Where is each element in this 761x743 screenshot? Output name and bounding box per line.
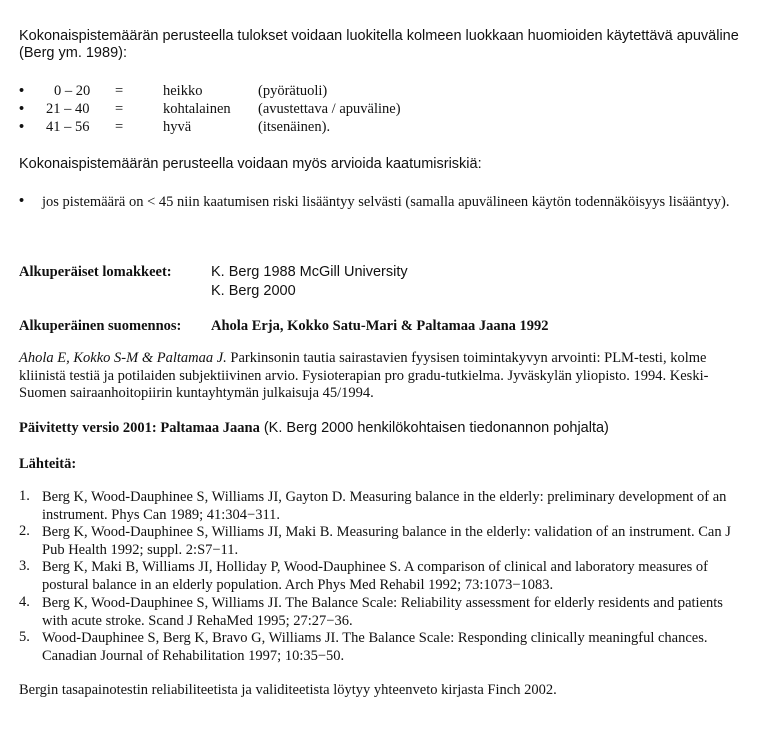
citation-authors: Ahola E, Kokko S-M & Paltamaa J. [19, 350, 227, 366]
category-description: (itsenäinen). [258, 119, 331, 135]
updated-version [19, 420, 609, 437]
original-forms-label: Alkuperäiset lomakkeet: [19, 264, 172, 280]
reference-number: 3. [19, 558, 30, 574]
category-range: 0 – 20 [54, 83, 91, 99]
list-bullet: • [19, 119, 25, 135]
category-label: heikko [163, 83, 203, 99]
reference-text: Berg K, Maki B, Williams JI, Holliday P, Wood-Dauphinee S. A comparison of clinical and laboratory measures of postural balance in an elderly population. Arch Phys Med Rehabil 1992; 73:1073−1083. [42, 559, 708, 593]
reference-number: 5. [19, 629, 30, 645]
updated-version-label: Päivitetty versio 2001: Paltamaa Jaana [19, 420, 260, 436]
intro-paragraph: Kokonaispistemäärän perusteella tulokset voidaan luokitella kolmeen luokkaan huomioiden käytettävä apuväline (Berg ym. 1989): [19, 28, 739, 61]
category-range: 41 – 56 [46, 119, 90, 135]
reference-number: 4. [19, 594, 30, 610]
original-forms-line: K. Berg 1988 McGill University [211, 264, 408, 280]
category-description: (avustettava / apuväline) [258, 101, 401, 117]
footer-note: Bergin tasapainotestin reliabiliteetista ja validiteetista löytyy yhteenveto kirjasta Finch 2002. [19, 682, 557, 698]
original-translation-label: Alkuperäinen suomennos: [19, 318, 182, 334]
sources-heading: Lähteitä: [19, 456, 77, 472]
category-label: hyvä [163, 119, 192, 135]
citation-text: Parkinsonin tautia sairastavien fyysisen toimintakyvyn arvointi: PLM-testi, kolme kliinistä testiä ja potilaiden subjektiivinen arvio. Fysioterapian pro gradu-tutkielma. Jyväskylän yliopisto. 1994. Keski-Suomen sairaanhoitopiirin kuntayhtymän julkaisuja 45/1994. [19, 350, 709, 401]
reference-text: Berg K, Wood-Dauphinee S, Williams JI, Maki B. Measuring balance in the elderly: validation of an instrument. Can J Pub Health 1992; suppl. 2:S7−11. [42, 524, 731, 558]
reference-text: Wood-Dauphinee S, Berg K, Bravo G, Williams JI. The Balance Scale: Responding clinically meaningful chances. Canadian Journal of Rehabilitation 1997; 10:35−50. [42, 630, 708, 664]
category-equals: = [115, 83, 124, 99]
list-bullet: • [19, 101, 25, 117]
reference-number: 1. [19, 488, 30, 504]
risk-intro: Kokonaispistemäärän perusteella voidaan myös arvioida kaatumisriskiä: [19, 156, 482, 172]
original-forms-line: K. Berg 2000 [211, 283, 296, 299]
list-bullet: • [19, 193, 25, 209]
reference-text: Berg K, Wood-Dauphinee S, Williams JI. The Balance Scale: Reliability assessment for elderly residents and patients with acute stroke. Scand J RehaMed 1995; 27:27−36. [42, 595, 723, 629]
category-range: 21 – 40 [46, 101, 90, 117]
category-description: (pyörätuoli) [258, 83, 328, 99]
list-bullet: • [19, 83, 25, 99]
category-label: kohtalainen [163, 101, 231, 117]
risk-bullet-text: jos pistemäärä on < 45 niin kaatumisen riski lisääntyy selvästi (samalla apuvälineen käytön todennäköisyys lisääntyy). [42, 194, 730, 210]
category-equals: = [115, 101, 124, 117]
original-translation-value: Ahola Erja, Kokko Satu-Mari & Paltamaa Jaana 1992 [211, 318, 549, 334]
reference-number: 2. [19, 523, 30, 539]
category-equals: = [115, 119, 124, 135]
updated-version-text: (K. Berg 2000 henkilökohtaisen tiedonannon pohjalta) [259, 420, 609, 436]
reference-text: Berg K, Wood-Dauphinee S, Williams JI, Gayton D. Measuring balance in the elderly: preliminary development of an instrument. Phys Can 1989; 41:304−311. [42, 489, 727, 523]
citation-paragraph [19, 350, 744, 403]
